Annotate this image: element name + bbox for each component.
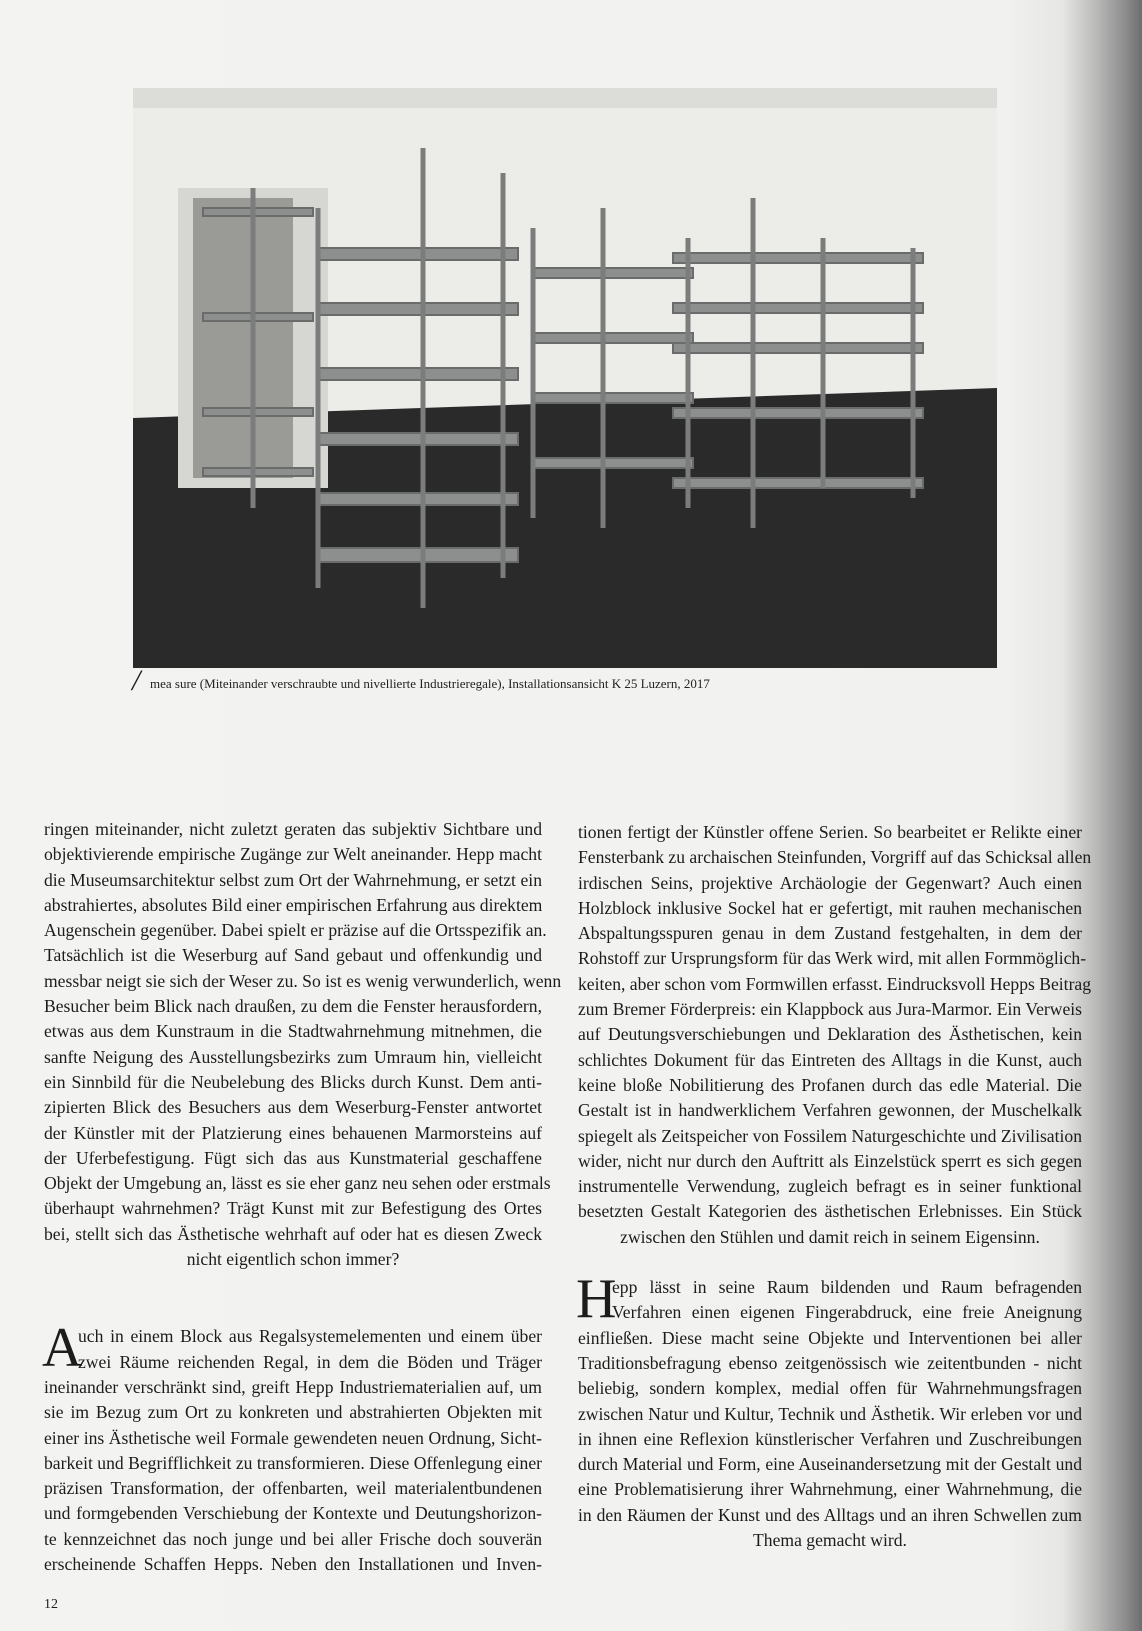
text-line: schlichtes Dokument für das Eintreten des Alltags in die Kunst, auch [578, 1049, 1082, 1070]
text-line: auf Deutungsverschiebungen und Deklaration des Ästhetischen, kein [578, 1024, 1082, 1045]
text-line: ein Sinnbild für die Neubelebung des Blicks durch Kunst. Dem anti- [44, 1071, 542, 1092]
text-line-centered: nicht eigentlich schon immer? [186, 1249, 400, 1270]
text-line: Fensterbank zu archaischen Steinfunden, Vorgriff auf das Schicksal allen [578, 847, 1092, 868]
text-line: und formgebenden Verschiebung der Kontexte und Deutungshorizon- [44, 1503, 542, 1524]
text-line: zwei Räume reichenden Regal, in dem die Böden und Träger [78, 1351, 542, 1372]
text-line: Objekt der Umgebung an, lässt es sie eher ganz neu sehen oder erstmals [44, 1173, 551, 1194]
text-line: Augenschein gegenüber. Dabei spielt er präzise auf die Ortsspezifik an. [44, 920, 547, 941]
text-line: sanfte Neigung des Ausstellungsbezirks zum Umraum hin, vielleicht [44, 1046, 542, 1067]
text-line: zwischen Natur und Kultur, Technik und Ästhetik. Wir erleben vor und [578, 1403, 1082, 1424]
text-line: sie im Bezug zum Ort zu konkreten und abstrahierten Objekten mit [44, 1402, 542, 1423]
text-line: der Künstler mit der Platzierung eines behauenen Marmorsteins auf [44, 1122, 542, 1143]
text-line: Abspaltungsspuren genau in dem Zustand festgehalten, in dem der [578, 923, 1082, 944]
text-line: erscheinende Schaffen Hepps. Neben den Installationen und Inven- [44, 1554, 542, 1575]
paragraph-2 [42, 1317, 542, 1577]
text-line: beliebig, sondern komplex, medial offen für Wahrnehmungsfragen [578, 1378, 1082, 1399]
text-line: spiegelt als Zeitspeicher von Fossilem Naturgeschichte und Zivilisation [578, 1125, 1082, 1146]
paragraph-4 [576, 1268, 1082, 1553]
text-line: zum Bremer Förderpreis: ein Klappbock aus Jura-Marmor. Ein Verweis [578, 999, 1082, 1020]
paragraph-1 [44, 817, 562, 1272]
drop-cap: H [576, 1268, 617, 1331]
text-line: instrumentelle Verwendung, zugleich befragt es in seiner funktional [578, 1176, 1082, 1197]
text-line: der Uferbefestigung. Fügt sich das aus Kunstmaterial geschaffene [44, 1147, 542, 1168]
text-line: epp lässt in seine Raum bildenden und Raum befragenden [612, 1277, 1082, 1298]
text-line: Verfahren einen eigenen Fingerabdruck, eine freie Aneignung [612, 1302, 1082, 1323]
page-number: 12 [44, 1597, 58, 1612]
paragraph-3 [578, 820, 1092, 1250]
text-line: in den Räumen der Kunst und des Alltags und an ihren Schwellen zum [578, 1504, 1082, 1525]
text-line: in ihnen eine Reflexion künstlerischer Verfahren und Zuschreibungen [578, 1428, 1082, 1449]
caption-marker: / [132, 664, 141, 697]
text-line: Holzblock inklusive Sockel hat er gefertigt, mit rauhen mechanischen [578, 897, 1082, 918]
text-line: die Museumsarchitektur selbst zum Ort der Wahrnehmung, er setzt ein [44, 869, 542, 890]
text-line: einer ins Ästhetische weil Formale gewendeten neuen Ordnung, Sicht- [44, 1427, 542, 1448]
installation-photo [133, 88, 997, 668]
text-line: Besucher beim Blick nach draußen, zu dem die Fenster herausfordern, [44, 996, 542, 1017]
text-line: Gestalt ist in handwerklichem Verfahren gewonnen, der Muschelkalk [578, 1100, 1082, 1121]
text-line: keiten, aber schon vom Formwillen erfasst. Eindrucksvoll Hepps Beitrag [578, 973, 1092, 994]
text-line: te kennzeichnet das noch junge und bei aller Frische doch souverän [44, 1528, 542, 1549]
text-line: barkeit und Begrifflichkeit zu transformieren. Diese Offenlegung einer [44, 1452, 542, 1473]
right-text-column [576, 820, 1092, 1553]
drop-cap: A [42, 1317, 83, 1380]
text-line: präzisen Transformation, der offenbarten, weil materialentbundenen [44, 1478, 542, 1499]
text-line: Rohstoff zur Ursprungsform für das Werk wird, mit allen Formmöglich- [578, 948, 1087, 969]
text-line: Traditionsbefragung ebenso zeitgenössisch wie zeitentbunden - nicht [578, 1352, 1082, 1373]
text-line: ineinander verschränkt sind, greift Hepp Industriematerialien auf, um [44, 1376, 542, 1397]
text-line: einfließen. Diese macht seine Objekte und Interventionen bei aller [578, 1327, 1082, 1348]
text-line: abstrahiertes, absolutes Bild einer empirischen Erfahrung aus direktem [44, 894, 543, 915]
left-text-column [42, 817, 562, 1577]
text-line: überhaupt wahrnehmen? Trägt Kunst mit zur Befestigung des Ortes [44, 1198, 542, 1219]
text-line: irdischen Seins, projektive Archäologie der Gegenwart? Auch einen [578, 872, 1082, 893]
text-line-centered: Thema gemacht wird. [753, 1530, 907, 1551]
caption-text: mea sure (Miteinander verschraubte und nivellierte Industrieregale), Installationsansicht K 25 Luzern, 2017 [150, 676, 710, 691]
text-line: etwas aus dem Kunstraum in die Stadtwahrnehmung mitnehmen, die [44, 1021, 542, 1042]
text-line: eine Problematisierung ihrer Wahrnehmung, einer Wahrnehmung, die [578, 1479, 1082, 1500]
text-line: wider, nicht nur durch den Auftritt als Einzelstück sperrt es sich gegen [578, 1150, 1082, 1171]
text-line: uch in einem Block aus Regalsystemelementen und einem über [78, 1326, 542, 1347]
shelving-installation-image [133, 88, 997, 668]
text-line: ringen miteinander, nicht zuletzt geraten das subjektiv Sichtbare und [44, 819, 542, 839]
text-line: keine bloße Nobilitierung des Profanen durch das edle Material. Die [578, 1074, 1082, 1095]
text-line: Tatsächlich ist die Weserburg auf Sand gebaut und offenkundig und [44, 945, 542, 966]
text-line: objektivierende empirische Zugänge zur Welt aneinander. Hepp macht [44, 844, 542, 865]
text-line: bei, stellt sich das Ästhetische wehrhaft auf oder hat es diesen Zweck [44, 1223, 542, 1244]
text-line: besetzten Gestalt Kategorien des ästhetischen Erlebnisses. Ein Stück [578, 1201, 1082, 1222]
text-line: zipierten Blick des Besuchers aus dem Weserburg-Fenster antwortet [44, 1097, 542, 1118]
text-line: tionen fertigt der Künstler offene Serien. So bearbeitet er Relikte einer [578, 822, 1082, 842]
text-line-centered: zwischen den Stühlen und damit reich in seinem Eigensinn. [620, 1226, 1040, 1247]
text-line: durch Material und Form, eine Auseinandersetzung mit der Gestalt und [578, 1454, 1082, 1475]
text-line: messbar neigt sie sich der Weser zu. So ist es wenig verwunderlich, wenn [44, 970, 562, 991]
